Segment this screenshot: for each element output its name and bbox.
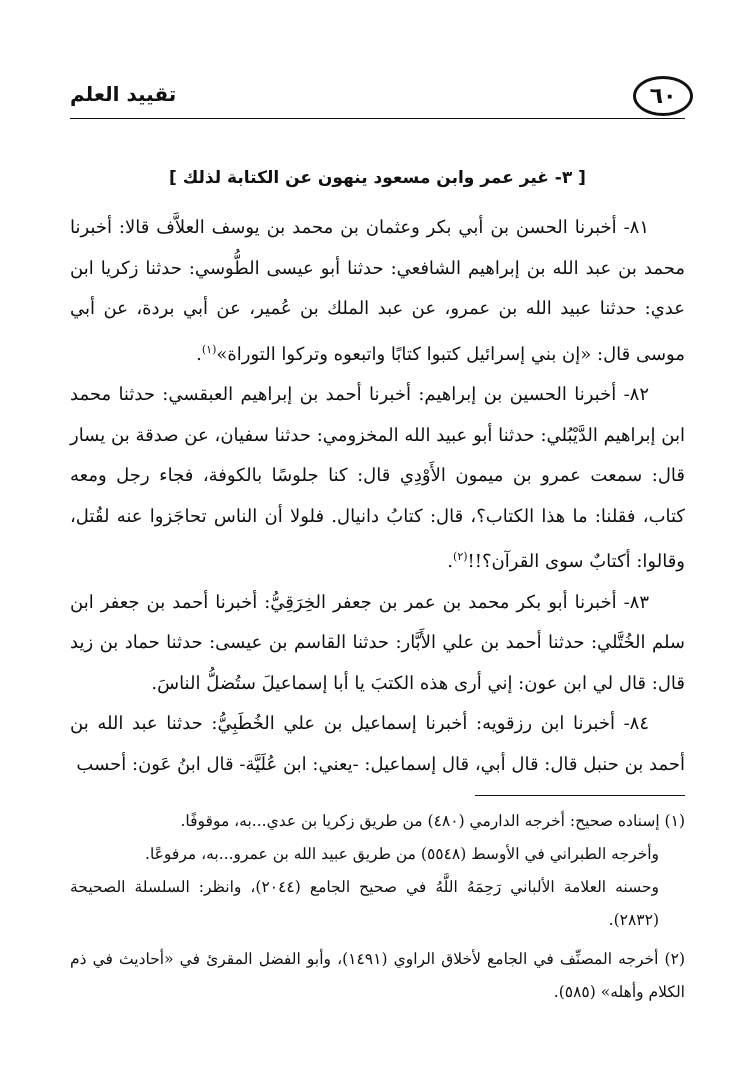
paragraph-text: ٨٤- أخبرنا ابن رزقويه: أخبرنا إسماعيل بن علي الخُطَبِيُّ: حدثنا عبد الله بن أحمد بن حنبل قال: قال أبي، قال إسماعيل: -يعني: ابن عُلَيَّة- قال ابنُ عَون: أحسب — [70, 713, 685, 775]
footnote: (٢) أخرجه المصنِّف في الجامع لأخلاق الراوي (١٤٩١)، وأبو الفضل المقرئ في «أحاديث في ذم الكلام وأهله» (٥٨٥). — [70, 950, 685, 1001]
paragraph-end: . — [196, 343, 202, 365]
paragraph-end: . — [447, 551, 454, 572]
section-title: [ ٣- غير عمر وابن مسعود ينهون عن الكتابة لذلك ] — [169, 168, 586, 188]
footnote: وحسنه العلامة الألباني رَحِمَهُ اللَّهُ في صحيح الجامع (٢٠٤٤)، وانظر: السلسلة الصحيحة (٢٨٣٢). — [70, 878, 659, 929]
footnote-ref: (١) — [201, 342, 217, 356]
paragraph — [70, 208, 685, 375]
footnote-ref: (٢) — [453, 550, 468, 563]
footnote: (١) إسناده صحيح: أخرجه الدارمي (٤٨٠) من طريق زكريا بن عدي...به، موقوفًا. — [180, 812, 685, 830]
page-header — [70, 78, 685, 119]
footnotes — [70, 805, 685, 1009]
paragraph-text: ٨٢- أخبرنا الحسين بن إبراهيم: أخبرنا أحمد بن إبراهيم العبقسي: حدثنا محمد ابن إبراهيم الدَّيْبُلي: حدثنا أبو عبيد الله المخزومي: حدثنا سفيان، عن صدقة بن يسار قال: سمعت عمرو بن ميمون الأَوْدِي قال: كنا جلوسًا بالكوفة، فجاء رجل ومعه كتاب، فقلنا: ما هذا الكتاب؟، قال: كتابُ دانيال. فلولا أن الناس تحاجَزوا عنه لقُتل، وقالوا: أكتابٌ سوى القرآن؟!! — [70, 384, 685, 572]
paragraph-text: ٨١- أخبرنا الحسن بن أبي بكر وعثمان بن محمد بن يوسف العلاَّف قالا: أخبرنا محمد بن عبد الله بن إبراهيم الشافعي: حدثنا أبو عيسى الطُّوسي: حدثنا زكريا ابن عدي: حدثنا عبيد الله بن عمرو، عن عبد الملك بن عُمير، عن أبي بردة، عن أبي موسى قال: «إن بني إسرائيل كتبوا كتابًا واتبعوه وتركوا التوراة» — [70, 217, 685, 365]
running-title: تقييد العلم — [70, 82, 177, 106]
footnote: وأخرجه الطبراني في الأوسط (٥٥٤٨) من طريق عبيد الله بن عمرو...به، مرفوعًا. — [145, 845, 659, 863]
main-text — [70, 208, 685, 785]
paragraph — [70, 375, 685, 583]
paragraph — [70, 583, 685, 705]
paragraph-text: ٨٣- أخبرنا أبو بكر محمد بن عمر بن جعفر الخِرَقِيُّ: أخبرنا أحمد بن جعفر ابن سلم الخُتَّلي: حدثنا أحمد بن علي الأَبَّار: حدثنا القاسم بن عيسى: حدثنا حماد بن زيد قال: قال لي ابن عون: إني أرى هذه الكتبَ يا أبا إسماعيلَ ستُضلُّ الناسَ. — [70, 591, 685, 694]
footnote-separator — [475, 795, 685, 796]
paragraph — [70, 704, 685, 785]
page-number: ٦٠ — [633, 76, 693, 116]
